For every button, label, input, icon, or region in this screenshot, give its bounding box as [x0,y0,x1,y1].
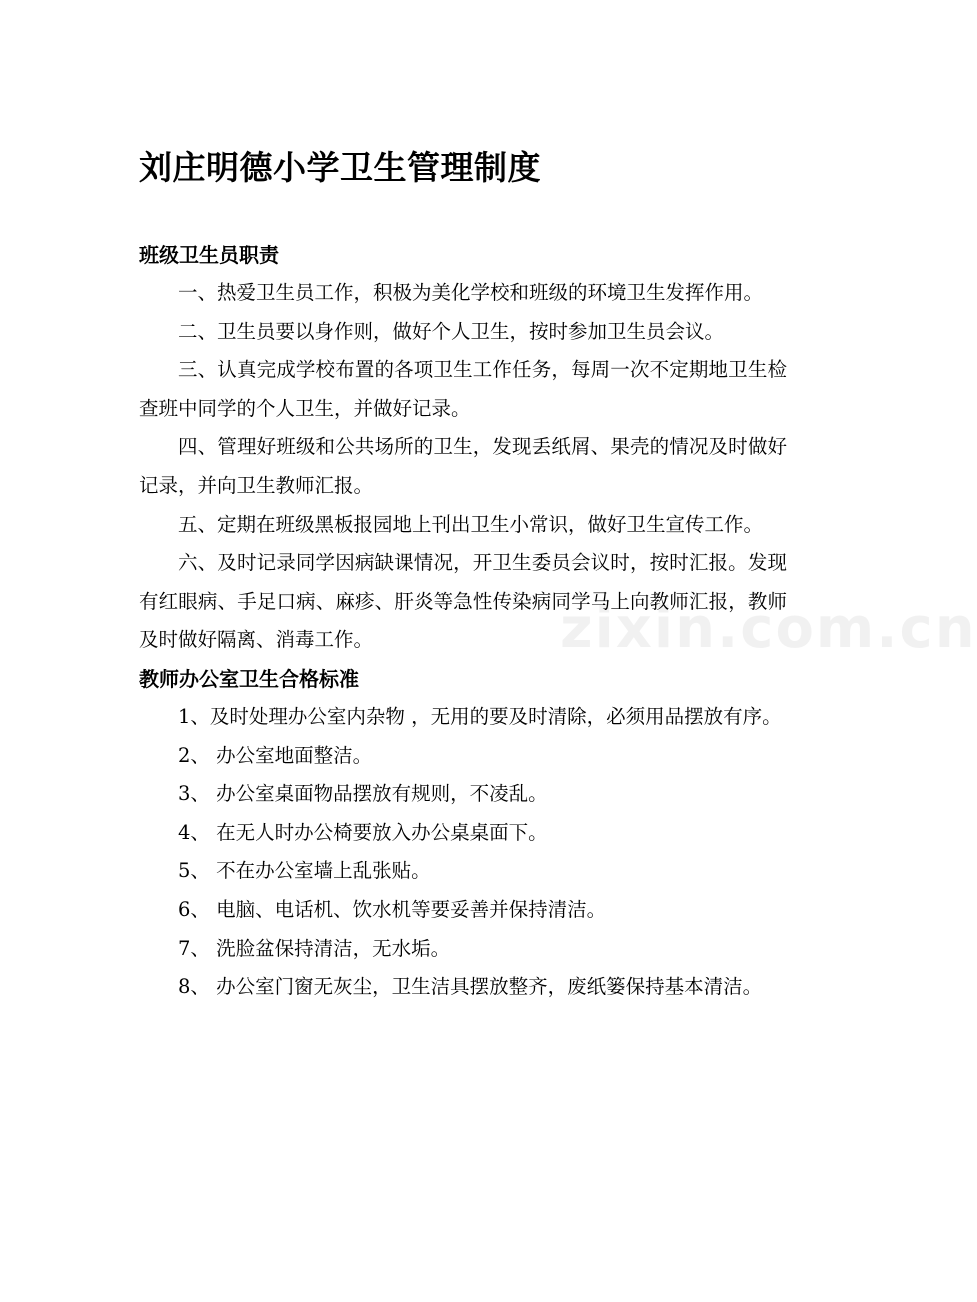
section-heading: 班级卫生员职责 [139,243,279,267]
watermark: zixin.com.cn [560,596,977,661]
paragraph: 1、及时处理办公室内杂物 ，无用的要及时清除，必须用品摆放有序。 [178,704,782,728]
page-title: 刘庄明德小学卫生管理制度 [139,148,541,187]
paragraph: 一、热爱卫生员工作，积极为美化学校和班级的环境卫生发挥作用。 [178,281,764,304]
paragraph: 二、卫生员要以身作则，做好个人卫生，按时参加卫生员会议。 [178,319,725,343]
paragraph: 4、 在无人时办公椅要放入办公桌桌面下。 [178,820,548,844]
section-class-hygiene-duties [139,236,787,660]
paragraph: 7、 洗脸盆保持清洁，无水垢。 [178,936,451,960]
paragraph: 6、 电脑、电话机、饮水机等要妥善并保持清洁。 [178,897,607,921]
paragraph: 五、定期在班级黑板报园地上刊出卫生小常识，做好卫生宣传工作。 [178,512,764,536]
paragraph: 8、 办公室门窗无灰尘，卫生洁具摆放整齐，废纸篓保持基本清洁。 [178,975,763,999]
document-body [139,236,787,1007]
section-office-hygiene-standards [139,660,787,1007]
paragraph: 六、及时记录同学因病缺课情况，开卫生委员会议时，按时汇报。发现有红眼病、手足口病、麻疹、肝炎等急性传染病同学马上向教师汇报，教师及时做好隔离、消毒工作。 [139,551,787,652]
paragraph: 四、管理好班级和公共场所的卫生，发现丢纸屑、果壳的情况及时做好记录，并向卫生教师汇报。 [139,435,787,497]
paragraph: 三、认真完成学校布置的各项卫生工作任务，每周一次不定期地卫生检查班中同学的个人卫生，并做好记录。 [139,358,787,420]
paragraph: 2、 办公室地面整洁。 [178,743,373,767]
paragraph: 5、 不在办公室墙上乱张贴。 [178,859,431,883]
section-heading: 教师办公室卫生合格标准 [139,666,359,691]
paragraph: 3、 办公室桌面物品摆放有规则，不凌乱。 [178,782,548,806]
